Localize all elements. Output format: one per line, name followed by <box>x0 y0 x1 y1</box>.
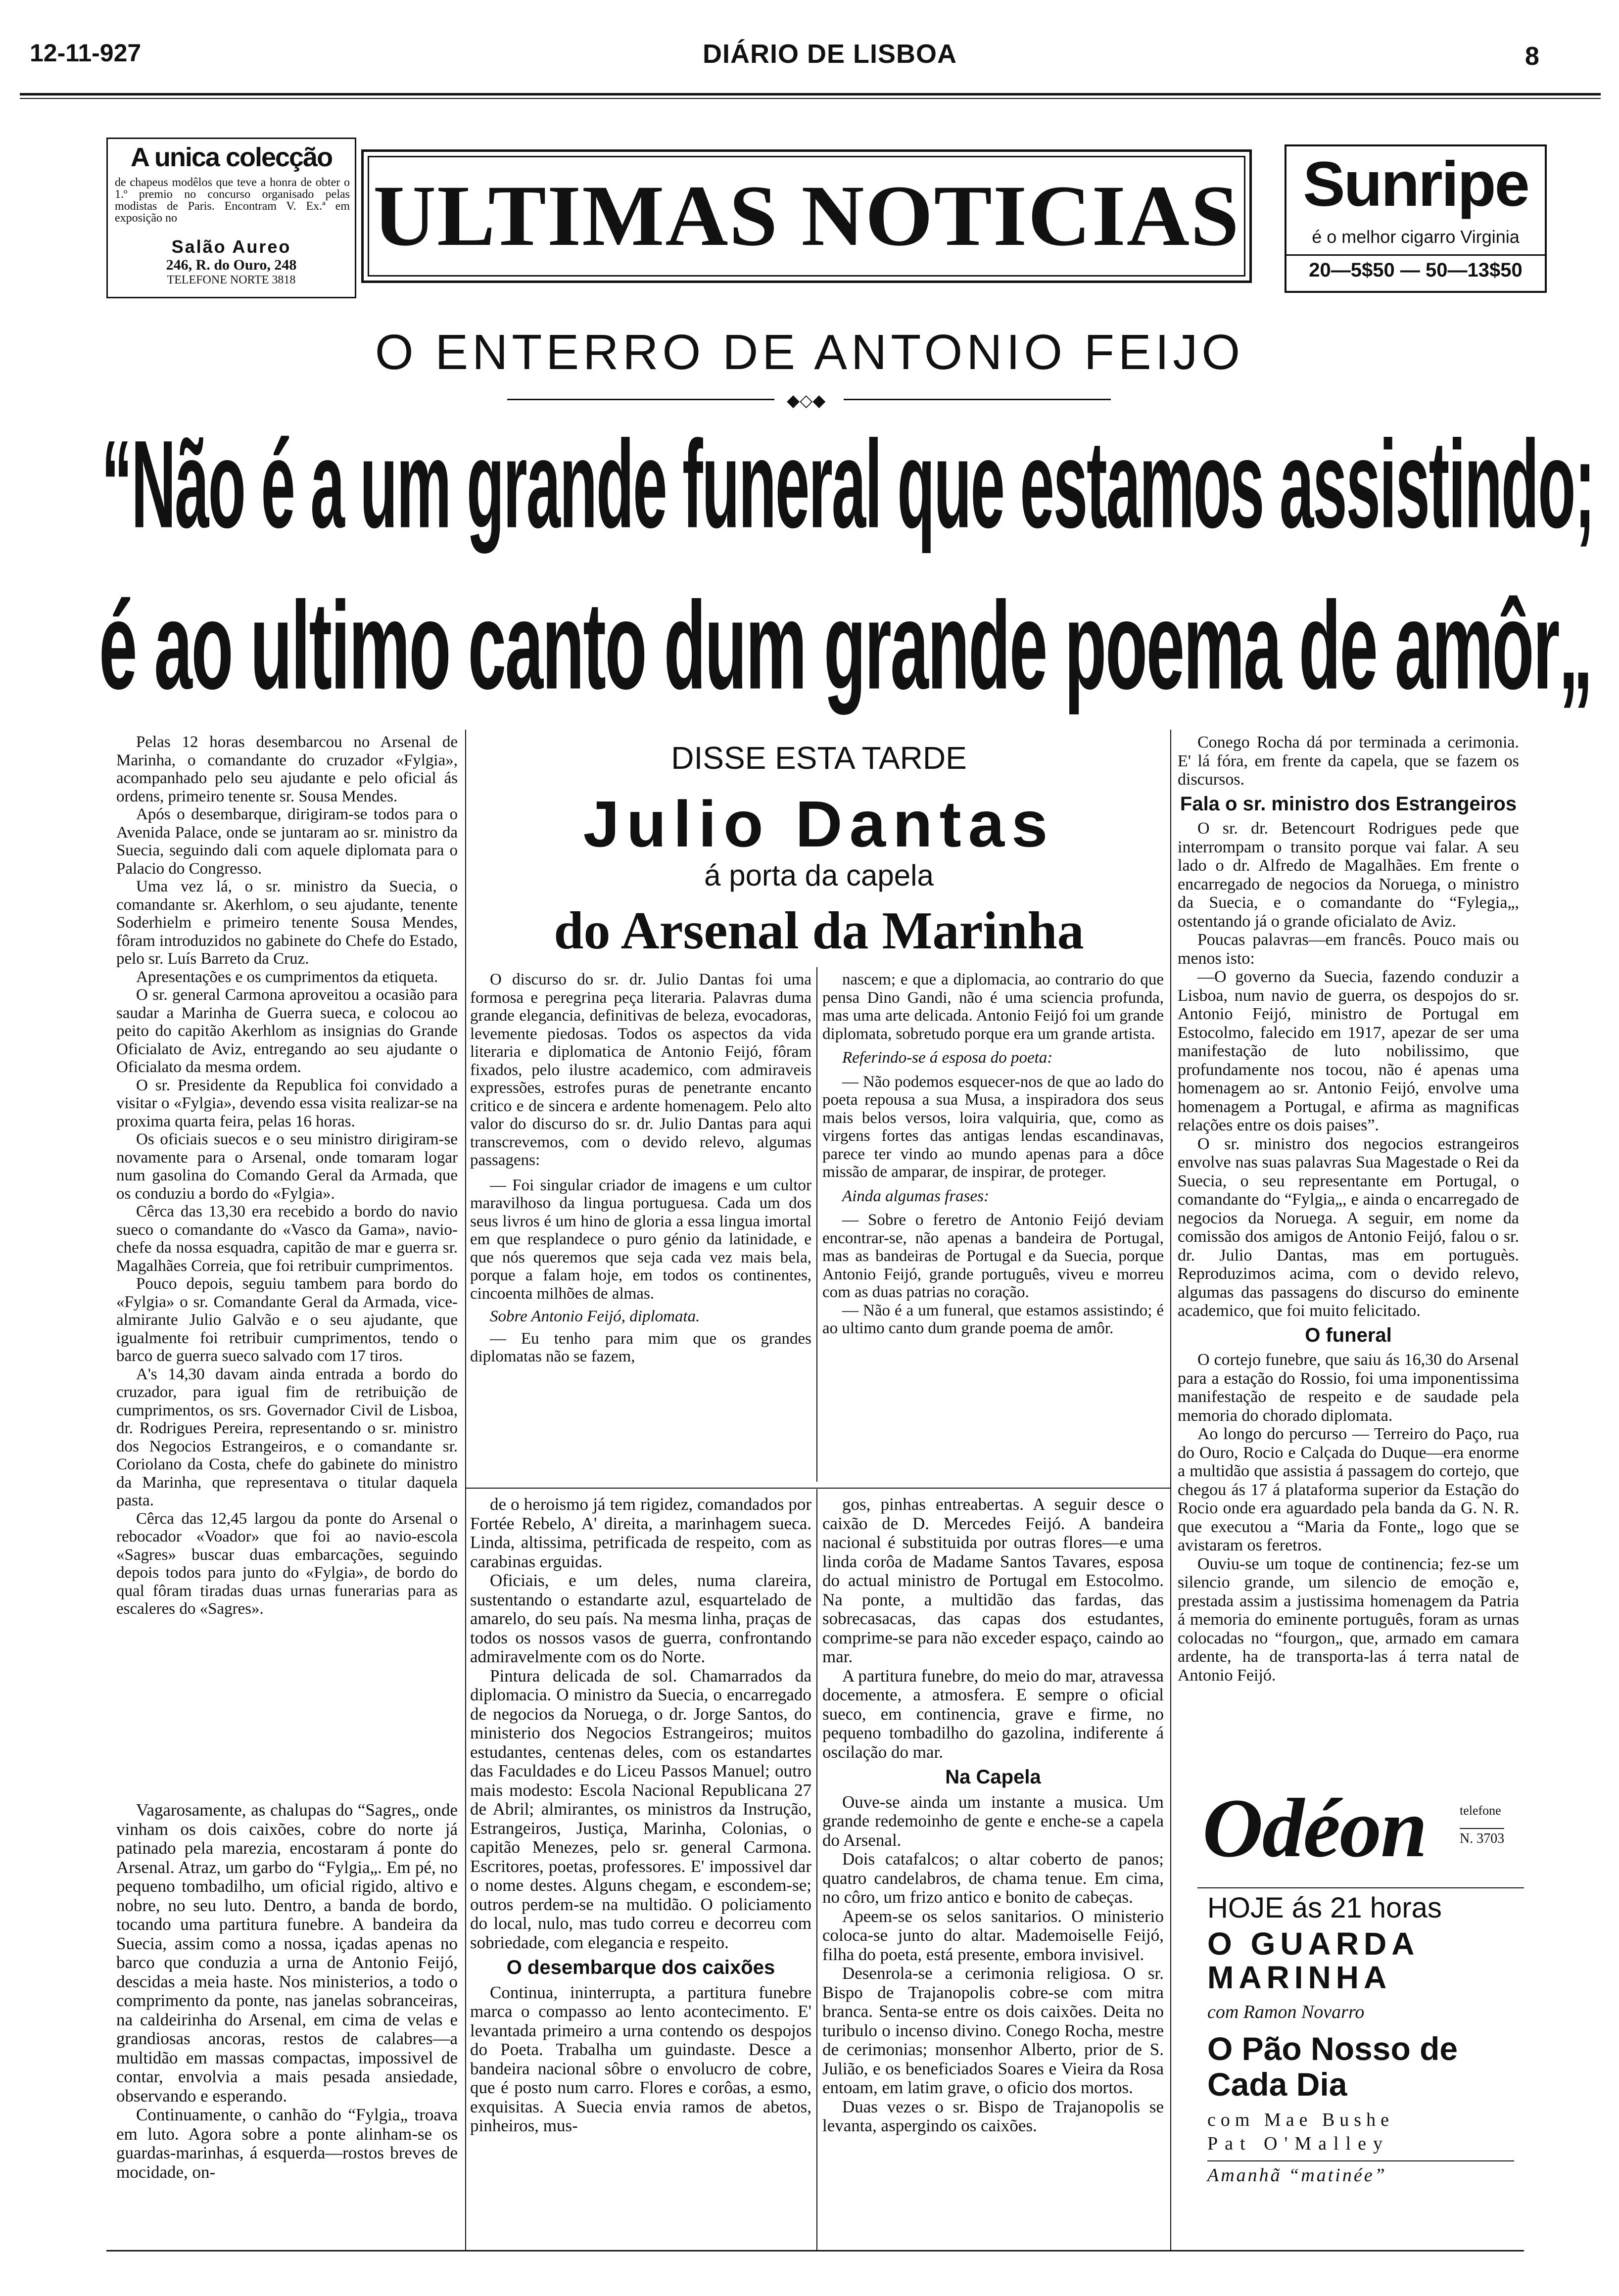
paragraph: A's 14,30 davam ainda entrada a bordo do cruzador, para igual fim de retribuição de cumprimentos, os srs. Governador Civil de Lisboa, dr. Rodrigues Pereira, representando o sr. ministro dos Negocios Estrangeiros, e o comandante sr. Coriolano da Costa, chefe do gabinete do ministro da Marinha, que representava o titular daquela pasta. <box>116 1365 458 1509</box>
paragraph: O discurso do sr. dr. Julio Dantas foi uma formosa e peregrina peça literaria. Palavras duma grande elegancia, definitivas de beleza, evocadoras, levemente piedosas. Todos os aspectos da vida literaria e diplomatica de Antonio Feijó, fôram fixados, pelo ilustre academico, com admiraveis expressões, estrofes puras de penetrante encanto critico e de sincera e ardente homenagem. Pelo alto valor do discurso do sr. dr. Julio Dantas para aqui transcrevemos, com o devido relevo, algumas passagens: <box>470 971 811 1169</box>
column-b3 <box>822 1495 1164 2136</box>
paragraph: — Foi singular criador de imagens e um cultor maravilhoso da lingua portuguesa. Cada um dos seus livros é um hino de gloria a essa lingua imortal em que resplandece o puro génio da latinidade, e que nós queremos que seja cada vez mais bela, porque a falam hoje, em todos os continentes, cincoenta milhões de almas. <box>470 1176 811 1303</box>
headline-line-2: é ao ultimo canto dum grande poema de amôr„ <box>99 575 1592 715</box>
headline-line-1: “Não é a um grande funeral que estamos assistindo; <box>101 414 1594 554</box>
kicker: O ENTERRO DE ANTONIO FEIJO <box>375 325 1244 380</box>
paragraph: Os oficiais suecos e o seu ministro dirigiram-se novamente para o Arsenal, onde tomaram logar num gasolina do Comando Geral da Armada, que os conduziu a bordo do «Fylgia». <box>116 1130 458 1203</box>
paragraph: — Eu tenho para mim que os grandes diplomatas não se fazem, <box>470 1329 811 1365</box>
paragraph: —O governo da Suecia, fazendo conduzir a Lisboa, num navio de guerra, os despojos do sr. Antonio Feijó, ministro de Portugal em Estocolmo, falecido em 1917, apezar de ser uma manifestação de luto nobilissimo, que profundamente nos tocou, não é apenas uma homenagem ao sr. Antonio Feijó, envolve uma homenagem a Portugal, e afirma as magnificas relações entre os dois paises”. <box>1178 968 1519 1134</box>
footer-rule <box>106 2250 1524 2251</box>
paragraph: — Não podemos esquecer-nos de que ao lado do poeta repousa a sua Musa, a inspiradora dos seus mais belos versos, loira valquiria, que, como as virgens fortes das antigas lendas escandinavas, parece ter vindo ao mundo apenas para a dôce missão de amparar, de inspirar, de proteger. <box>822 1073 1164 1181</box>
paragraph: Ouviu-se um toque de continencia; fez-se um silencio grande, um silencio de emoção e, prestada assim a justissima homenagem da Patria á memoria do eminente português, foram as urnas colocadas no “fourgon„ que, armado em camara ardente, ha de transporta-las á terra natal de Antonio Feijó. <box>1178 1554 1519 1685</box>
paragraph: Continua, ininterrupta, a partitura funebre marca o compasso ao lento acontecimento. E' levantada primeiro a urna contendo os despojos do Poeta. Trabalha um guindaste. Desce a bandeira nacional sôbre o envolucro de cobre, que é posto num carro. Flores e corôas, a esmo, exquisitas. A Suecia envia ramos de abetos, pinheiros, mus- <box>470 1982 811 2135</box>
paragraph: O sr. general Carmona aproveitou a ocasião para saudar a Marinha de Guerra sueca, e colocou ao peito do capitão Akerhlom as insignias do Grande Oficialato de Aviz, entregando ao seu ajudante o Oficialato da mesma ordem. <box>116 986 458 1076</box>
paragraph: Após o desembarque, dirigiram-se todos para o Avenida Palace, onde se juntaram ao sr. ministro da Suecia, seguindo dali com aquele diplomata para o Palacio do Congresso. <box>116 805 458 878</box>
banner-ultimas-noticias <box>361 149 1252 283</box>
paragraph: Oficiais, e um deles, numa clareira, sustentando o estandarte azul, esquartelado de amarelo, do seu país. Na mesma linha, praças de todos os nossos vasos de guerra, confrontando admiravelmente com os do Norte. <box>470 1571 811 1666</box>
subheading-disembark: O desembarque dos caixões <box>506 1957 775 1978</box>
odeon-phone-label: telefone <box>1460 1803 1501 1818</box>
paragraph: nascem; e que a diplomacia, ao contrario do que pensa Dino Gandi, não é uma sciencia profunda, mas uma arte delicada. Antonio Feijó foi um grande diplomata, sobretudo porque era um grande artista. <box>822 971 1164 1043</box>
masthead-rule-thin <box>20 98 1601 99</box>
ad-sunripe <box>1285 144 1547 293</box>
ad-sunripe-tagline: é o melhor cigarro Virginia <box>1312 227 1520 247</box>
odeon-film-1: O GUARDA MARINHA <box>1207 1926 1419 1995</box>
paragraph: Cêrca das 13,30 era recebido a bordo do navio sueco o comandante do «Vasco da Gama», navio-chefe da nossa esquadra, capitão de mar e guerra sr. Magalhães Correia, que foi retribuir cumprimentos. <box>116 1203 458 1275</box>
newspaper-name: DIÁRIO DE LISBOA <box>703 39 957 69</box>
paragraph: A partitura funebre, do meio do mar, atravessa docemente, a atmosfera. E sempre o oficial sueco, em continencia, grave e firme, no pequeno tombadilho do gazolina, indiferente á oscilação do mar. <box>822 1666 1164 1762</box>
paragraph: de o heroismo já tem rigidez, comandados por Fortée Rebelo, A' direita, a marinhagem sueca. Linda, altissima, petrificada de respeito, com as carabinas erguidas. <box>470 1495 811 1571</box>
paragraph: Ao longo do percurso — Terreiro do Paço, rua do Ouro, Rocio e Calçada do Duque—era enorme a multidão que assistia á passagem do cortejo, que chegou ás 17 á plataforma superior da Estação do Rocio onde era aguardado pela banda da G. N. R. que executou a “Maria da Fonte„ logo que se avistaram os feretros. <box>1178 1425 1519 1554</box>
column-1-top <box>116 733 458 1618</box>
ornament-icon: ◆◇◆ <box>787 392 826 410</box>
column-1-bottom <box>116 1801 458 2182</box>
column-rule-b1 <box>465 1489 466 2251</box>
quote-heading: Sobre Antonio Feijó, diplomata. <box>490 1308 700 1325</box>
column-rule-4 <box>1170 730 1171 2251</box>
column-rule-1 <box>465 730 466 1489</box>
odeon-today: HOJE ás 21 horas <box>1207 1892 1442 1924</box>
paragraph: Apeem-se os selos sanitarios. O ministerio coloca-se junto do altar. Mademoiselle Feijó, filha do poeta, está presente, embora invisivel. <box>822 1906 1164 1964</box>
paragraph: O sr. ministro dos negocios estrangeiros envolve nas suas palavras Sua Magestade o Rei da Suecia, o seu representante em Portugal, o comandante do “Fylgia„, e ainda o encarregado de negocios da Noruega. A seguir, em nome da comissão dos amigos de Antonio Feijó, falou o sr. dr. Julio Dantas, mas em portuguès. Reproduzimos acima, com o devido relevo, algumas das passagens do discurso do eminente academico, que foi muito felicitado. <box>1178 1134 1519 1320</box>
odeon-logo: Odéon <box>1202 1781 1427 1874</box>
paragraph: — Sobre o feretro de Antonio Feijó deviam encontrar-se, não apenas a bandeira de Portugal, mas as bandeiras de Portugal e da Suecia, porque Antonio Feijó, grande português, viveu e morreu com as duas patrias no coração. <box>822 1211 1164 1301</box>
speaker-name: Julio Dantas <box>583 788 1055 860</box>
odeon-film-1-cast: com Ramon Novarro <box>1207 2002 1365 2022</box>
paragraph: — Não é a um funeral, que estamos assistindo; é ao ultimo canto dum grande poema de amôr. <box>822 1301 1164 1337</box>
issue-date: 12-11-927 <box>30 39 142 67</box>
paragraph: Uma vez lá, o sr. ministro da Suecia, o comandante sr. Akerhlom, o seu ajudante, tenente Soderhielm e primeiro tenente Sousa Mendes, fôram introduzidos no gabinete do Chefe do Estado, pelo sr. Luís Barreto da Cruz. <box>116 878 458 968</box>
odeon-phone-number: N. 3703 <box>1460 1828 1504 1847</box>
sub-place: do Arsenal da Marinha <box>554 901 1084 960</box>
odeon-tomorrow: Amanhã “matinée” <box>1207 2165 1387 2186</box>
sub-kicker: DISSE ESTA TARDE <box>671 740 967 776</box>
paragraph: O sr. dr. Betencourt Rodrigues pede que interrompam o transito porque vai falar. A seu lado o dr. Alfredo de Magalhães. Em frente o encarregado de negocios da Noruega, o ministro da Suecia, e o comandante do “Fylegia„, ostentando já o grande oficialato de Aviz. <box>1178 819 1519 931</box>
quote-heading: Ainda algumas frases: <box>842 1187 989 1205</box>
section-rule <box>465 1488 1170 1489</box>
paragraph: gos, pinhas entreabertas. A seguir desce o caixão de D. Mercedes Feijó. A bandeira nacional é substituida por outras flores—e uma linda corôa de Madame Santos Tavares, esposa do actual ministro de Portugal em Estocolmo. Na ponte, a multidão das fardas, das sobrecasacas, das capas dos estudantes, comprime-se para não exceder espaço, caindo ao mar. <box>822 1495 1164 1666</box>
ad-hat-address: 246, R. do Ouro, 248 <box>166 257 297 273</box>
paragraph: Apresentações e os cumprimentos da etiqueta. <box>136 968 438 986</box>
column-b2 <box>470 1495 811 2136</box>
column-4 <box>1178 733 1519 1685</box>
paragraph: Duas vezes o sr. Bispo de Trajanopolis se levanta, aspergindo os caixões. <box>822 2097 1164 2135</box>
paragraph: Vagarosamente, as chalupas do “Sagres„ onde vinham os dois caixões, cobre do norte já patinado pela marezia, encostaram á ponte do Arsenal. Atraz, um garbo do “Fylgia„. Em pé, no pequeno tombadilho, um oficial rigido, altivo e nobre, no seu luto. Dentro, a banda de bordo, tocando uma partitura funebre. A bandeira da Suecia, assim como a nossa, içadas apenas no barco que conduzia a urna de Antonio Feijó, descidas a meia haste. Nos ministerios, a todo o comprimento da ponte, nas janelas sobranceiras, na caldeirinha do Arsenal, em cima de velas e grandiosas ancoras, restos de calabres—a multidão em massas compactas, impossivel de contar, envolvia a mais pesada ansiedade, observando e esperando. <box>116 1800 458 2106</box>
ad-hat-shop: Salão Aureo <box>171 236 291 257</box>
paragraph: Pintura delicada de sol. Chamarrados da diplomacia. O ministro da Suecia, o encarregado de negocios da Noruega, o dr. Jorge Santos, do ministerio dos Negocios Estrangeiros; muitos estudantes, centenas deles, com os estandartes das Faculdades e do Liceu Passos Manuel; outro mais modesto: Escola Nacional Republicana 27 de Abril; almirantes, os ministros da Instrução, Estrangeiros, Justiça, Marinha, Colonias, o capitão Menezes, pelo sr. general Carmona. Escritores, poetas, professores. E' impossivel dar o nome destes. Alguns chegam, e escondem-se; outros perdem-se na multidão. O policiamento do local, nulo, mas tudo correu e decorreu com sobriedade, com elegancia e respeito. <box>470 1666 811 1952</box>
paragraph: O sr. Presidente da Republica foi convidado a visitar o «Fylgia», devendo essa visita realizar-se na proxima quarta feira, pelas 16 horas. <box>116 1076 458 1130</box>
paragraph: Pelas 12 horas desembarcou no Arsenal de Marinha, o comandante do cruzador «Fylgia», acompanhado pelo seu ajudante e pelo oficial ás ordens, primeiro tenente sr. Sousa Mendes. <box>116 733 458 805</box>
ad-hat-phone: TELEFONE NORTE 3818 <box>167 274 296 286</box>
paragraph: Ouve-se ainda um instante a musica. Um grande redemoinho de gente e enche-se a capela do Arsenal. <box>822 1792 1164 1850</box>
kicker-rule-right <box>844 399 1111 400</box>
ad-odeon <box>1197 1779 1524 2249</box>
masthead-rule <box>20 93 1601 95</box>
ad-hat-collection <box>106 138 356 298</box>
subheading-funeral: O funeral <box>1305 1324 1392 1346</box>
paragraph: Desenrola-se a cerimonia religiosa. O sr. Bispo de Trajanopolis cobre-se com mitra branca. Senta-se entre os dois caixões. Deita no turibulo o incenso divino. Conego Rocha, mestre de cerimonias; monsenhor Alberto, prior de S. Julião, e os beneficiados Soares e Vieira da Rosa entoam, em latim grave, o oficio dos mortos. <box>822 1964 1164 2097</box>
odeon-film-2-cast-1: com Mae Bushe <box>1207 2109 1394 2130</box>
paragraph: Poucas palavras—em francês. Pouco mais ou menos isto: <box>1178 931 1519 968</box>
subheading-minister: Fala o sr. ministro dos Estrangeiros <box>1180 793 1517 815</box>
page-number: 8 <box>1525 42 1539 71</box>
paragraph: Conego Rocha dá por terminada a cerimonia. E' lá fóra, em frente da capela, que se fazem os discursos. <box>1178 733 1519 789</box>
column-2-top <box>470 971 811 1366</box>
ad-hat-title: A unica colecção <box>130 142 333 172</box>
paragraph: Continuamente, o canhão do “Fylgia„ troava em luto. Agora sobre a ponte alinham-se os guardas-marinhas, á esquerda—rostos breves de mocidade, on- <box>116 2105 458 2182</box>
paragraph: O cortejo funebre, que saiu ás 16,30 do Arsenal para a estação do Rossio, foi uma imponentissima manifestação de respeito e de saudade pela memoria do chorado diplomata. <box>1178 1351 1519 1425</box>
paragraph: Dois catafalcos; o altar coberto de panos; quatro candelabros, de chama tenue. Em cima, no côro, um frizo antico e bonito de cabeças. <box>822 1849 1164 1907</box>
column-3-top <box>822 971 1164 1338</box>
paragraph: Pouco depois, seguiu tambem para bordo do «Fylgia» o sr. Comandante Geral da Armada, vice-almirante Julio Galvão e o seu ajudante, que igualmente foi retribuir cumprimentos, tendo o barco de guerra sueco salvado com 17 tiros. <box>116 1275 458 1365</box>
sub-location: á porta da capela <box>704 859 934 892</box>
ad-sunripe-brand: Sunripe <box>1303 149 1528 220</box>
banner-text: ULTIMAS NOTICIAS <box>373 168 1240 264</box>
odeon-film-2: O Pão Nosso de Cada Dia <box>1207 2030 1458 2103</box>
column-rule-b2 <box>816 1489 817 2251</box>
kicker-rule-left <box>507 399 774 400</box>
subheading-chapel: Na Capela <box>945 1766 1041 1788</box>
quote-heading: Referindo-se á esposa do poeta: <box>842 1049 1053 1067</box>
paragraph: Cêrca das 12,45 largou da ponte do Arsenal o rebocador «Voador» que foi ao navio-escola «Sagres» buscar duas embarcações, seguindo depois todos para junto do «Fylgia», de bordo do qual fôram tiradas duas urnas funerarias para as escaleres do «Sagres». <box>116 1509 458 1618</box>
ad-hat-body: de chapeus modêlos que teve a honra de obter o 1.º premio no concurso organisado pelas modistas de Paris. Encontram V. Ex.ª em exposição no <box>115 176 350 225</box>
ad-sunripe-prices: 20—5$50 — 50—13$50 <box>1309 259 1523 281</box>
odeon-film-2-cast-2: Pat O'Malley <box>1207 2133 1389 2154</box>
column-rule-2 <box>816 967 817 1482</box>
